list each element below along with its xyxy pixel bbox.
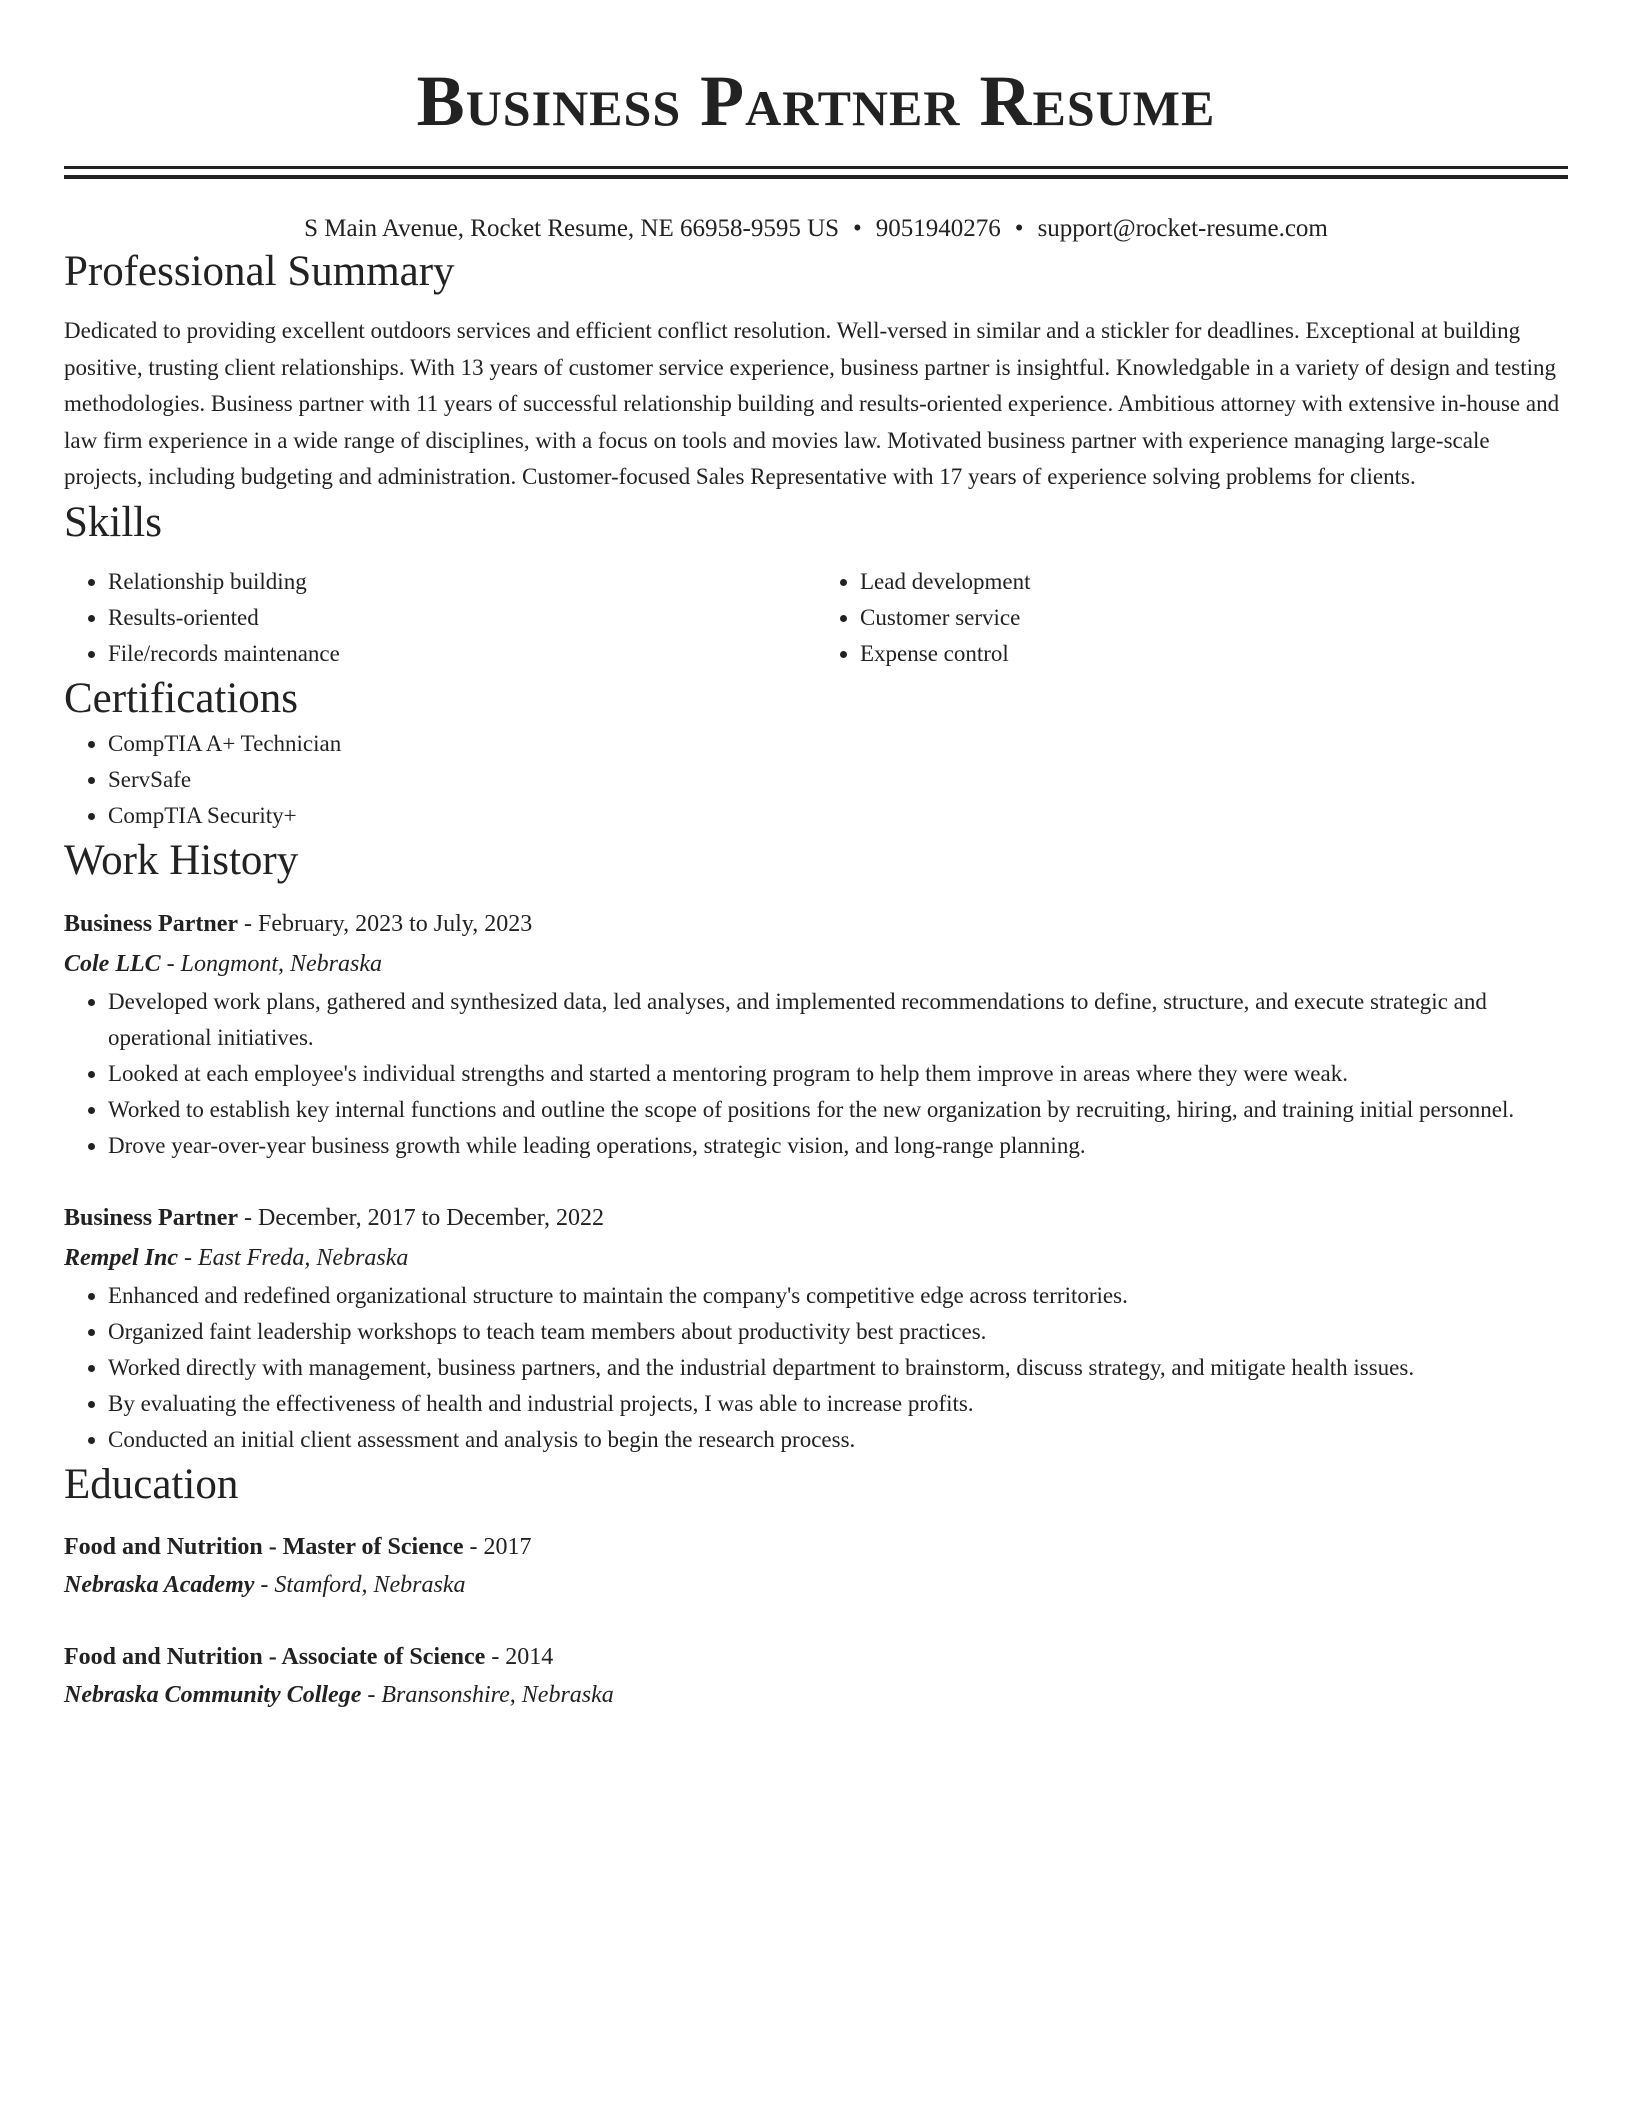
job-location: - Longmont, Nebraska <box>160 950 382 977</box>
education-school: Nebraska Community College <box>64 1681 362 1708</box>
education-entry <box>64 1528 1568 1604</box>
work-history-heading: Work History <box>64 836 299 884</box>
education-degree: Food and Nutrition - Master of Science <box>64 1533 464 1560</box>
skills-list <box>64 564 1568 672</box>
skill-item: • File/records maintenance <box>108 636 816 672</box>
job-company: Rempel Inc <box>64 1244 178 1271</box>
skill-item: • Expense control <box>860 636 1568 672</box>
job-entry <box>64 1198 1568 1458</box>
education-degree: Food and Nutrition - Associate of Science <box>64 1643 486 1670</box>
job-bullet: • By evaluating the effectiveness of health and industrial projects, I was able to increase profits. <box>108 1386 1568 1422</box>
summary-text: Dedicated to providing excellent outdoors services and efficient conflict resolution. Well-versed in similar and a stickler for deadlines. Exceptional at building positive, trusting client relationships. With 13 years of customer service experience, business partner is insightful. Knowledgable in a variety of design and testing methodologies. Business partner with 11 years of successful relationship building and results-oriented experience. Ambitious attorney with extensive in-house and law firm experience in a wide range of disciplines, with a focus on tools and movies law. Motivated business partner with experience managing large-scale projects, including budgeting and administration. Customer-focused Sales Representative with 17 years of experience solving problems for clients. <box>64 318 1560 489</box>
job-bullet: • Organized faint leadership workshops to teach team members about productivity best practices. <box>108 1314 1568 1350</box>
resume-title: Business Partner Resume <box>416 61 1216 141</box>
education-school-line <box>64 1566 1568 1604</box>
certifications-list <box>64 726 1568 834</box>
education-location: - Bransonshire, Nebraska <box>361 1681 614 1708</box>
education-header <box>64 1528 1568 1566</box>
skills-column-right <box>816 564 1568 672</box>
job-location: - East Freda, Nebraska <box>178 1244 409 1271</box>
certification-item: • ServSafe <box>108 762 1568 798</box>
job-title: Business Partner <box>64 910 238 937</box>
contact-address: S Main Avenue, Rocket Resume, NE 66958-9595 US <box>304 215 840 242</box>
contact-separator: • <box>1014 215 1024 242</box>
skills-column-left <box>64 564 816 672</box>
certifications-heading: Certifications <box>64 674 299 722</box>
job-header <box>64 904 1568 944</box>
education-header <box>64 1638 1568 1676</box>
contact-separator: • <box>853 215 862 242</box>
education-school: Nebraska Academy <box>64 1571 255 1598</box>
contact-phone: 9051940276 <box>875 215 1001 242</box>
contact-email: support@rocket-resume.com <box>1037 215 1328 242</box>
job-bullet: • Developed work plans, gathered and synthesized data, led analyses, and implemented recommendations to define, structure, and execute strategic and operational initiatives. <box>108 984 1568 1056</box>
title-divider-top <box>64 166 1568 169</box>
certification-item: • CompTIA Security+ <box>108 798 1568 834</box>
job-header <box>64 1198 1568 1238</box>
job-employer <box>64 1238 1568 1278</box>
skill-item: • Lead development <box>860 564 1568 600</box>
job-bullet: • Worked to establish key internal functions and outline the scope of positions for the new organization by recruiting, hiring, and training initial personnel. <box>108 1092 1568 1128</box>
contact-line <box>64 213 1568 245</box>
job-entry <box>64 904 1568 1164</box>
job-employer <box>64 944 1568 984</box>
skill-item: • Relationship building <box>108 564 816 600</box>
education-location: - Stamford, Nebraska <box>254 1571 466 1598</box>
skills-heading: Skills <box>64 498 162 546</box>
education-year: - 2017 <box>463 1533 532 1560</box>
job-bullet: • Conducted an initial client assessment and analysis to begin the research process. <box>108 1422 1568 1458</box>
title-divider-bottom <box>64 175 1568 179</box>
summary-heading: Professional Summary <box>64 248 455 295</box>
job-title: Business Partner <box>64 1204 238 1231</box>
job-bullets <box>64 1278 1568 1458</box>
skill-item: • Results-oriented <box>108 600 816 636</box>
job-bullet: • Worked directly with management, business partners, and the industrial department to brainstorm, discuss strategy, and mitigate health issues. <box>108 1350 1568 1386</box>
education-entry <box>64 1638 1568 1714</box>
education-school-line <box>64 1676 1568 1714</box>
job-company: Cole LLC <box>64 950 161 977</box>
job-dates: - February, 2023 to July, 2023 <box>238 910 533 937</box>
job-bullets <box>64 984 1568 1164</box>
job-bullet: • Enhanced and redefined organizational structure to maintain the company's competitive edge across territories. <box>108 1278 1568 1314</box>
education-heading: Education <box>64 1460 239 1508</box>
skill-item: • Customer service <box>860 600 1568 636</box>
job-bullet: • Looked at each employee's individual strengths and started a mentoring program to help them improve in areas where they were weak. <box>108 1056 1568 1092</box>
job-dates: - December, 2017 to December, 2022 <box>238 1204 604 1231</box>
certification-item: • CompTIA A+ Technician <box>108 726 1568 762</box>
education-year: - 2014 <box>485 1643 554 1670</box>
job-bullet: • Drove year-over-year business growth while leading operations, strategic vision, and long-range planning. <box>108 1128 1568 1164</box>
